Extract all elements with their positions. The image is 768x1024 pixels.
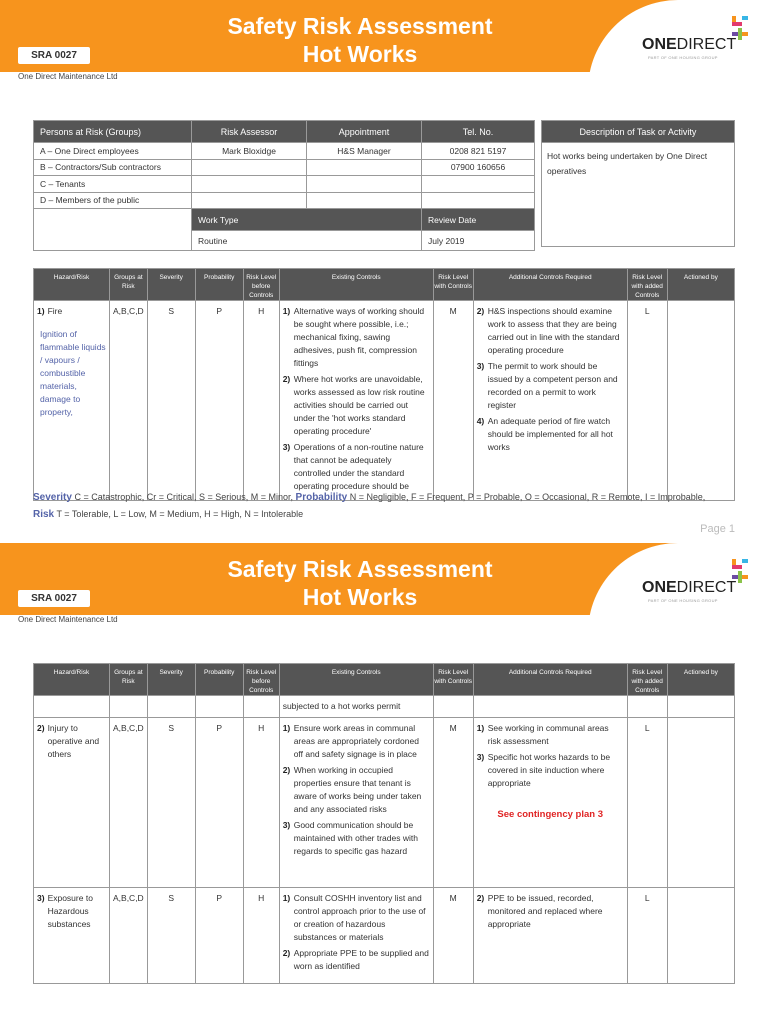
col-hazard: Hazard/Risk: [34, 664, 110, 696]
tel-2: 07900 160656: [422, 159, 535, 176]
hazard-3-cell: 3) Exposure to Hazardous substances: [34, 888, 110, 984]
continuation-text: subjected to a hot works permit: [279, 696, 433, 718]
organisation-name: One Direct Maintenance Ltd: [18, 72, 118, 81]
header-tel: Tel. No.: [422, 121, 535, 143]
hazard-2-additional: 1) See working in communal areas risk assessment 3) Specific hot works hazards to be covered in site induction where appropriate See contingency plan 3: [473, 718, 627, 888]
group-b: B – Contractors/Sub contractors: [34, 159, 192, 176]
hazard-1-detail: Ignition of flammable liquids / vapours / combustible materials, damage to property,: [40, 329, 106, 417]
hazard-3-controls: 1) Consult COSHH inventory list and control approach prior to the use of or creation of hazardous substances or materials 2) Appropriate PPE to be supplied and worn as identified: [279, 888, 433, 984]
tel-1: 0208 821 5197: [422, 143, 535, 160]
persons-at-risk-table: [33, 120, 535, 251]
risk-table-page-2: [33, 663, 735, 984]
table-row: [34, 696, 735, 718]
logo-tagline: PART OF ONE HOUSING GROUP: [648, 55, 718, 60]
col-added: Risk Level with added Controls: [627, 664, 667, 696]
col-with: Risk Level with Controls: [433, 269, 473, 301]
review-date-value: July 2019: [422, 231, 535, 251]
col-severity: Severity: [147, 269, 195, 301]
hazard-3-with: M: [433, 888, 473, 984]
col-actioned: Actioned by: [667, 664, 734, 696]
col-before: Risk Level before Controls: [243, 664, 279, 696]
page-number: Page 1: [700, 523, 735, 535]
hazard-1-added: L: [627, 301, 667, 501]
hazard-2-actioned: [667, 718, 734, 888]
col-added: Risk Level with added Controls: [627, 269, 667, 301]
hazard-2-with: M: [433, 718, 473, 888]
appointment-value: H&S Manager: [307, 143, 422, 160]
hazard-3-actioned: [667, 888, 734, 984]
col-probability: Probability: [195, 269, 243, 301]
col-hazard: Hazard/Risk: [34, 269, 110, 301]
header-appointment: Appointment: [307, 121, 422, 143]
col-existing: Existing Controls: [279, 664, 433, 696]
task-description-table: [541, 120, 735, 247]
col-additional: Additional Controls Required: [473, 664, 627, 696]
hazard-1-controls: 1) Alternative ways of working should be sought where possible, i.e.; mechanical fixing, sawing adhesives, push fit, compression fittings 2) Where hot works are unavoidable, works assessed as low risk routine activities should be carried out under the 'hot works standard operating procedure' 3) Operations of a non-routine nature that cannot be adequately controlled under the standard operating procedure should be: [279, 301, 433, 501]
col-actioned: Actioned by: [667, 269, 734, 301]
hazard-3-additional: 2) PPE to be issued, recorded, monitored and replaced where appropriate: [473, 888, 627, 984]
title-line-1: Safety Risk Assessment: [227, 556, 493, 582]
hazard-2-severity: S: [147, 718, 195, 888]
col-probability: Probability: [195, 664, 243, 696]
document-title: [200, 12, 520, 68]
legend-line-2: Risk T = Tolerable, L = Low, M = Medium, H = High, N = Intolerable: [33, 509, 304, 520]
document-title: [200, 555, 520, 611]
title-line-1: Safety Risk Assessment: [227, 13, 493, 39]
one-direct-logo: [642, 557, 752, 607]
hazard-2-cell: 2) Injury to operative and others: [34, 718, 110, 888]
sra-badge: SRA 0027: [18, 590, 90, 607]
hazard-1-probability: P: [195, 301, 243, 501]
hazard-3-groups: A,B,C,D: [110, 888, 148, 984]
logo-wordmark: ONEDIRECT: [642, 579, 737, 596]
logo-tagline: PART OF ONE HOUSING GROUP: [648, 598, 718, 603]
hazard-1-before: H: [243, 301, 279, 501]
hazard-3-before: H: [243, 888, 279, 984]
description-text: Hot works being undertaken by One Direct operatives: [542, 143, 735, 247]
hazard-2-added: L: [627, 718, 667, 888]
group-d: D – Members of the public: [34, 192, 192, 209]
title-line-2: Hot Works: [302, 584, 418, 610]
hazard-1-additional: 2) H&S inspections should examine work to assess that they are being carried out in line with the standard operating procedure 3) The permit to work should be issued by a competent person and recorded on a permit to work register 4) An adequate period of fire watch should be implemented for all hot works: [473, 301, 627, 501]
col-with: Risk Level with Controls: [433, 664, 473, 696]
description-header: Description of Task or Activity: [542, 121, 735, 143]
col-existing: Existing Controls: [279, 269, 433, 301]
hazard-3-severity: S: [147, 888, 195, 984]
title-line-2: Hot Works: [302, 41, 418, 67]
col-additional: Additional Controls Required: [473, 269, 627, 301]
sra-badge: SRA 0027: [18, 47, 90, 64]
hazard-1-actioned: [667, 301, 734, 501]
group-a: A – One Direct employees: [34, 143, 192, 160]
group-c: C – Tenants: [34, 176, 192, 193]
hazard-1-severity: S: [147, 301, 195, 501]
table-row: [34, 718, 735, 888]
header-assessor: Risk Assessor: [192, 121, 307, 143]
one-direct-logo: [642, 14, 752, 64]
col-severity: Severity: [147, 664, 195, 696]
col-groups: Groups at Risk: [110, 269, 148, 301]
hazard-3-added: L: [627, 888, 667, 984]
assessor-name: Mark Bloxidge: [192, 143, 307, 160]
table-row: [34, 301, 735, 501]
hazard-1-cell: 1) Fire Ignition of flammable liquids / vapours / combustible materials, damage to property,: [34, 301, 110, 501]
hazard-2-groups: A,B,C,D: [110, 718, 148, 888]
risk-table-page-1: [33, 268, 735, 501]
hazard-1-groups: A,B,C,D: [110, 301, 148, 501]
table-row: [34, 888, 735, 984]
header-persons: Persons at Risk (Groups): [34, 121, 192, 143]
col-groups: Groups at Risk: [110, 664, 148, 696]
hazard-2-before: H: [243, 718, 279, 888]
review-date-label: Review Date: [422, 209, 535, 231]
hazard-2-controls: 1) Ensure work areas in communal areas are appropriately cordoned off and safety signage is in place 2) When working in occupied properties ensure that tenant is aware of works being under taken and any associated risks 3) Good communication should be maintained with other trades with regards to specific gas hazard: [279, 718, 433, 888]
legend-line-1: Severity C = Catastrophic, Cr = Critical, S = Serious, M = Minor, Probability N = Negligible, F = Frequent, P = Probable, O = Occasional, R = Remote, I = Improbable,: [33, 492, 706, 503]
col-before: Risk Level before Controls: [243, 269, 279, 301]
contingency-plan-note: See contingency plan 3: [497, 809, 603, 820]
logo-wordmark: ONEDIRECT: [642, 36, 737, 53]
hazard-3-probability: P: [195, 888, 243, 984]
page-2: [0, 543, 768, 1024]
work-type-label: Work Type: [192, 209, 422, 231]
work-type-value: Routine: [192, 231, 422, 251]
organisation-name: One Direct Maintenance Ltd: [18, 615, 118, 624]
hazard-1-with: M: [433, 301, 473, 501]
hazard-2-probability: P: [195, 718, 243, 888]
